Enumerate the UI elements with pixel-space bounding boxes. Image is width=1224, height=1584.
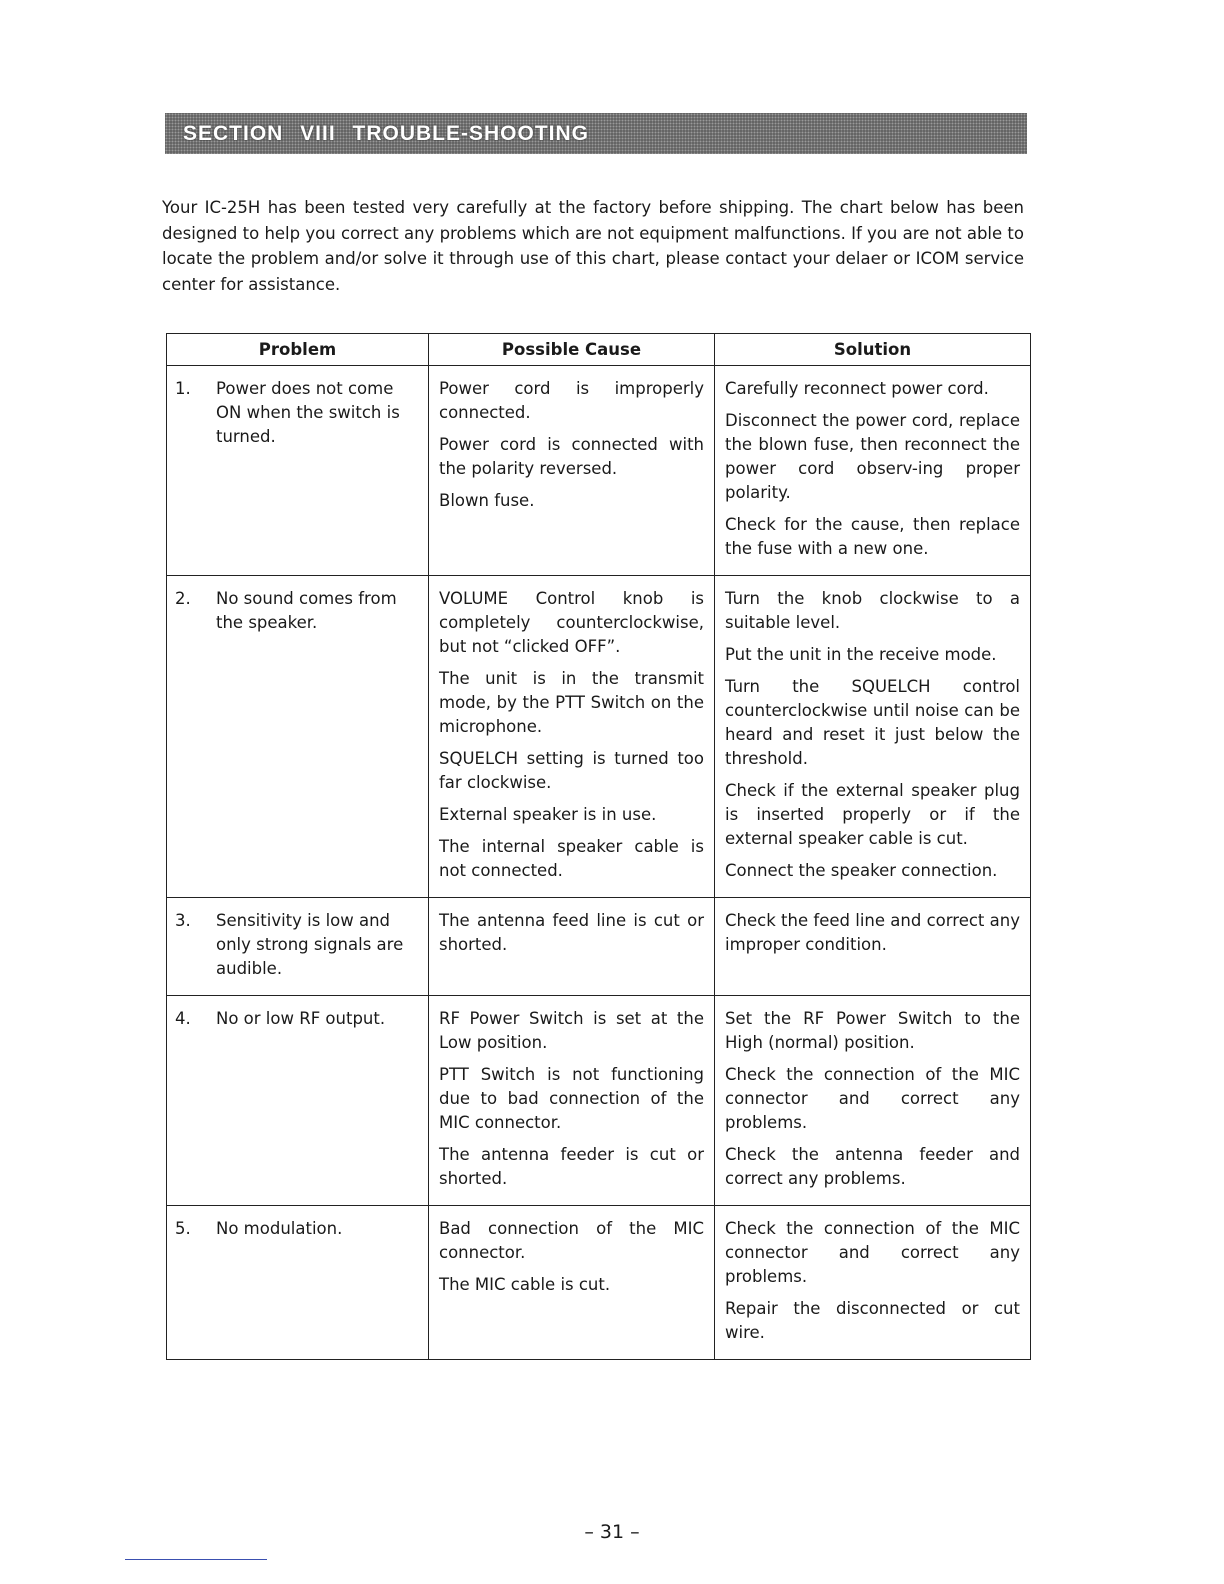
problem-cell [167,576,429,898]
solution-entry: Check if the external speaker plug is inserted properly or if the external speaker cable is cut. [725,781,1020,848]
section-title: SECTION VIII TROUBLE-SHOOTING [183,121,590,145]
solution-entry: Check the connection of the MIC connector and correct any problems. [725,1065,1020,1132]
solution-entry: Carefully reconnect power cord. [725,379,989,398]
cause-entry: PTT Switch is not functioning due to bad connection of the MIC connector. [439,1065,704,1132]
problem-cell [167,366,429,576]
table-row [167,366,1031,576]
cause-entry: The MIC cable is cut. [439,1275,611,1294]
solution-entry: Connect the speaker connection. [725,861,998,880]
solution-cell [715,1206,1031,1360]
solution-cell [715,576,1031,898]
table-row [167,576,1031,898]
solution-entry: Repair the disconnected or cut wire. [725,1299,1020,1342]
problem-number: 1. [175,379,191,398]
cause-entry: The antenna feeder is cut or shorted. [439,1145,704,1188]
solution-entry: Check for the cause, then replace the fuse with a new one. [725,515,1020,558]
solution-cell [715,898,1031,996]
problem-number: 4. [175,1009,191,1028]
problem-text: Sensitivity is low and only strong signals are audible. [216,911,404,978]
table-row [167,1206,1031,1360]
solution-entry: Check the connection of the MIC connector and correct any problems. [725,1219,1020,1286]
cause-cell [429,996,715,1206]
footer-rule [125,1559,267,1560]
cause-entry: The antenna feed line is cut or shorted. [439,911,704,954]
solution-entry: Turn the SQUELCH control counterclockwise until noise can be heard and reset it just below the threshold. [725,677,1020,768]
header-possible-cause: Possible Cause [429,334,715,366]
problem-cell [167,996,429,1206]
table-row [167,898,1031,996]
table-header-row [167,334,1031,366]
cause-entry: Power cord is connected with the polarity reversed. [439,435,704,478]
problem-text: Power does not come ON when the switch is turned. [216,379,400,446]
cause-entry: Bad connection of the MIC connector. [439,1219,704,1262]
cause-entry: RF Power Switch is set at the Low position. [439,1009,704,1052]
problem-text: No sound comes from the speaker. [216,589,397,632]
solution-entry: Turn the knob clockwise to a suitable level. [725,589,1020,632]
cause-cell [429,366,715,576]
solution-entry: Check the feed line and correct any improper condition. [725,911,1020,954]
problem-number: 3. [175,911,191,930]
cause-entry: Power cord is improperly connected. [439,379,704,422]
problem-cell [167,898,429,996]
solution-cell [715,996,1031,1206]
table-row [167,996,1031,1206]
page-number: – 31 – [584,1521,640,1543]
header-solution: Solution [715,334,1031,366]
cause-entry: External speaker is in use. [439,805,657,824]
section-banner [165,113,1027,154]
cause-entry: The unit is in the transmit mode, by the PTT Switch on the microphone. [439,669,704,736]
header-problem: Problem [167,334,429,366]
cause-entry: VOLUME Control knob is completely counterclockwise, but not “clicked OFF”. [439,589,704,656]
problem-text: No modulation. [216,1219,343,1238]
problem-number: 5. [175,1219,191,1238]
solution-entry: Disconnect the power cord, replace the blown fuse, then reconnect the power cord observ-ing proper polarity. [725,411,1020,502]
problem-cell [167,1206,429,1360]
cause-entry: SQUELCH setting is turned too far clockwise. [439,749,704,792]
solution-entry: Set the RF Power Switch to the High (normal) position. [725,1009,1020,1052]
problem-text: No or low RF output. [216,1009,386,1028]
solution-entry: Put the unit in the receive mode. [725,645,997,664]
solution-cell [715,366,1031,576]
cause-cell [429,1206,715,1360]
problem-number: 2. [175,589,191,608]
solution-entry: Check the antenna feeder and correct any problems. [725,1145,1020,1188]
cause-entry: The internal speaker cable is not connected. [439,837,704,880]
troubleshooting-table [166,333,1031,1360]
cause-cell [429,898,715,996]
cause-cell [429,576,715,898]
intro-paragraph: Your IC-25H has been tested very carefully at the factory before shipping. The chart below has been designed to help you correct any problems which are not equipment malfunctions. If you are not able to locate the problem and/or solve it through use of this chart, please contact your delaer or ICOM service center for assistance. [162,198,1024,294]
cause-entry: Blown fuse. [439,491,535,510]
